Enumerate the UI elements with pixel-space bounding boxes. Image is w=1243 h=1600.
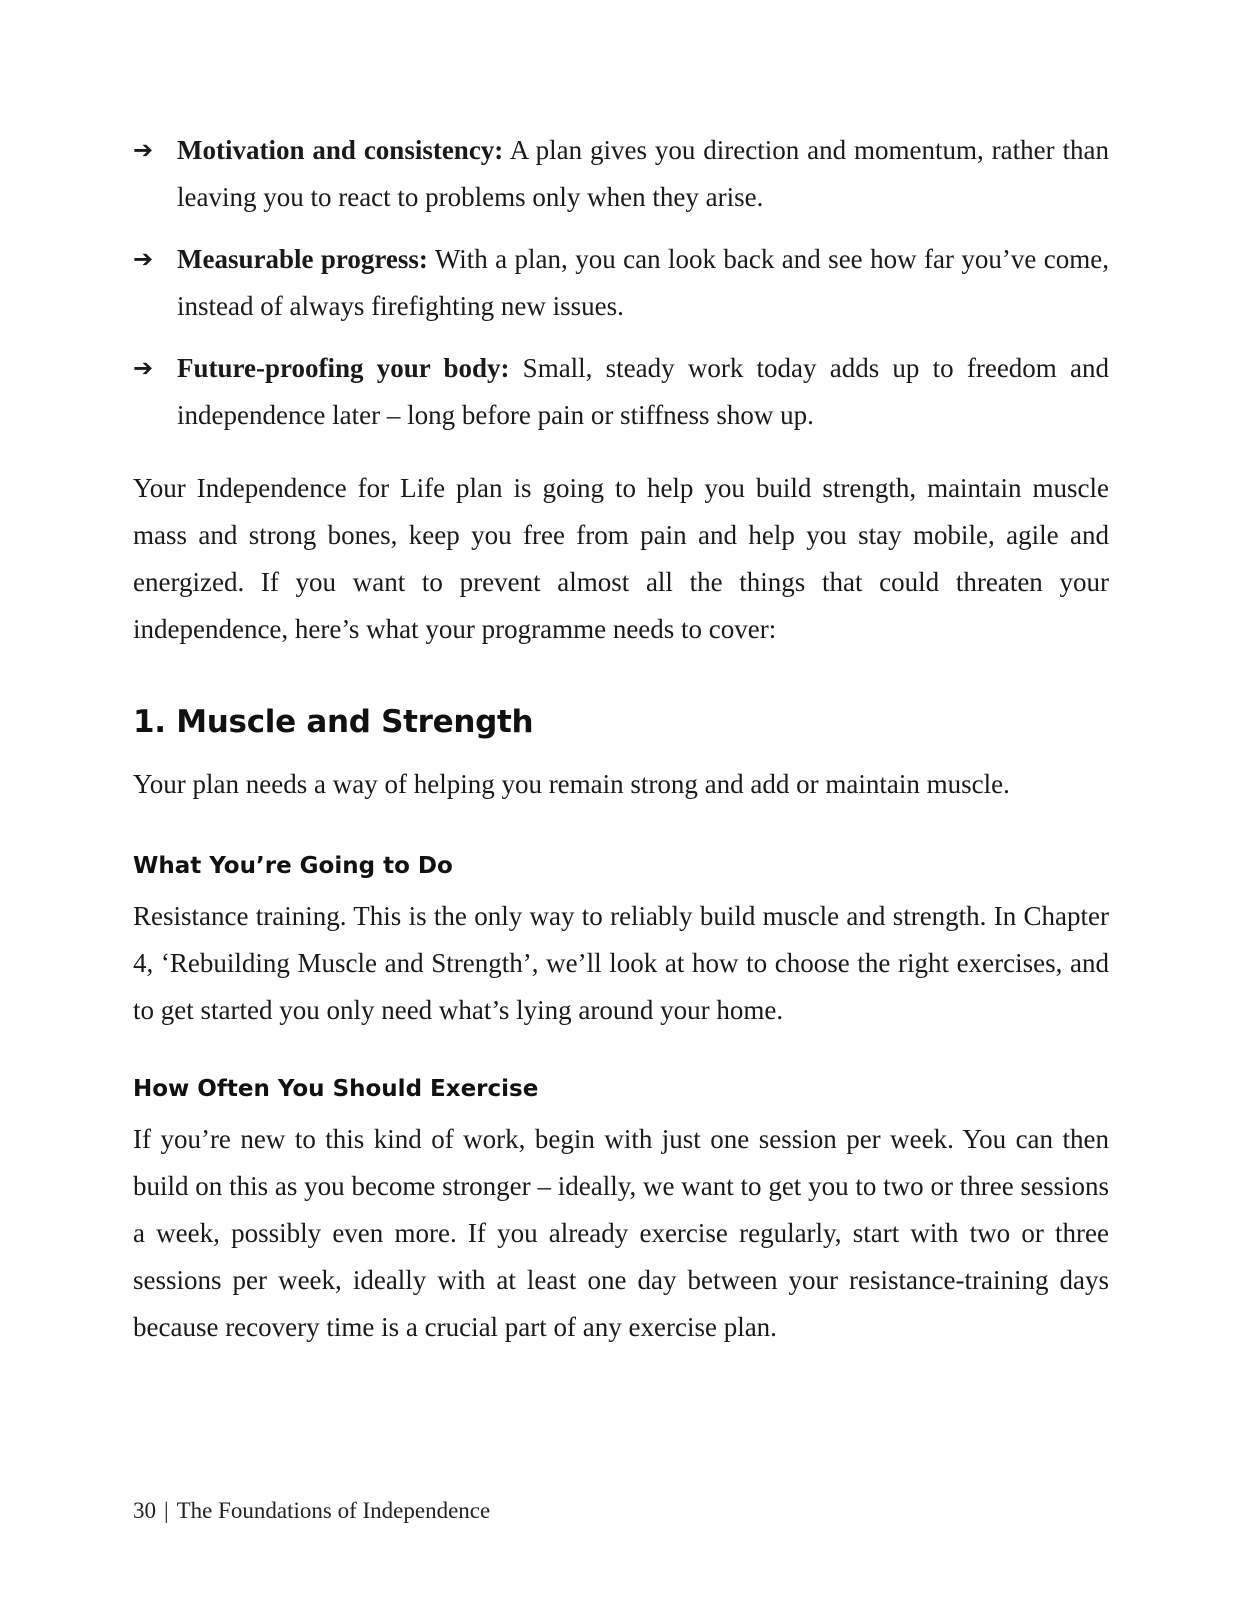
bullet-lead: Measurable progress: (177, 244, 428, 274)
running-title: The Foundations of Independence (176, 1498, 491, 1523)
bullet-text: With a plan, you can look back and see how far you’ve come, instead of always firefighting new issues. (177, 244, 1109, 321)
benefits-list (133, 127, 1109, 454)
bullet-text: Small, steady work today adds up to freedom and independence later – long before pain or stiffness show up. (177, 353, 1109, 430)
bullet-text: A plan gives you direction and momentum, rather than leaving you to react to problems only when they arise. (177, 135, 1109, 212)
arrow-right-icon: ➔ (133, 354, 154, 382)
intro-paragraph: Your Independence for Life plan is going to help you build strength, maintain muscle mass and strong bones, keep you free from pain and help you stay mobile, agile and energized. If you want to prevent almost all the things that could threaten your independence, here’s what your programme needs to cover: (133, 473, 1109, 644)
subheading-how-often: How Often You Should Exercise (133, 1076, 539, 1102)
list-item (133, 127, 1109, 221)
arrow-right-icon: ➔ (133, 136, 154, 164)
subheading-what-to-do: What You’re Going to Do (133, 853, 453, 879)
section-lead-paragraph: Your plan needs a way of helping you remain strong and add or maintain muscle. (133, 769, 1010, 799)
what-to-do-paragraph: Resistance training. This is the only way to reliably build muscle and strength. In Chapter 4, ‘Rebuilding Muscle and Strength’, we’ll look at how to choose the right exercises, and to get started you only need what’s lying around your home. (133, 901, 1109, 1025)
list-item (133, 345, 1109, 439)
list-item (133, 236, 1109, 330)
bullet-lead: Future-proofing your body: (177, 353, 510, 383)
footer-separator: | (164, 1498, 169, 1523)
section-heading: 1. Muscle and Strength (133, 704, 534, 740)
page-number: 30 (133, 1498, 156, 1523)
bullet-lead: Motivation and consistency: (177, 135, 504, 165)
page-footer (133, 1496, 490, 1526)
arrow-right-icon: ➔ (133, 245, 154, 273)
how-often-paragraph: If you’re new to this kind of work, begin with just one session per week. You can then build on this as you become stronger – ideally, we want to get you to two or three sessions a week, possibly even more. If you already exercise regularly, start with two or three sessions per week, ideally with at least one day between your resistance-training days because recovery time is a crucial part of any exercise plan. (133, 1124, 1109, 1342)
